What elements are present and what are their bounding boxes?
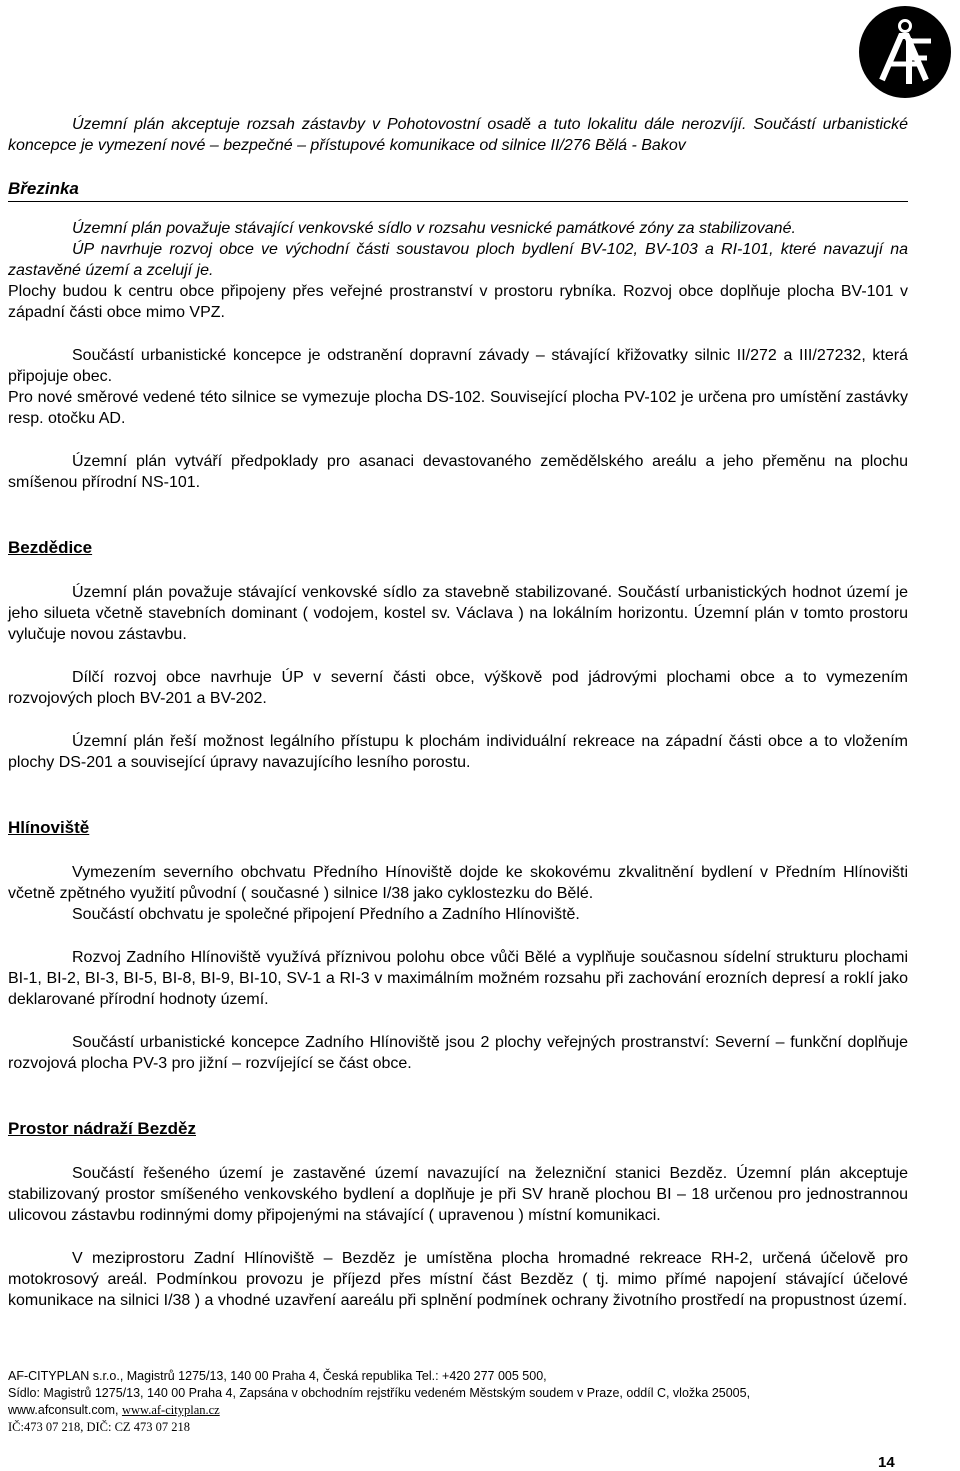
- brezinka-paragraph-2: ÚP navrhuje rozvoj obce ve východní části soustavou ploch bydlení BV-102, BV-103 a RI-101, které navazují na zastavěné území a zcelují je.: [8, 241, 908, 279]
- bezdedice-paragraph-1: Územní plán považuje stávající venkovské sídlo za stavebně stabilizované. Součástí urbanistických hodnot území je jeho silueta včetně stavebních dominant ( vodojem, kostel sv. Václava ) na lokálním horizontu. Územní plán v tomto prostoru vylučuje novou zástavbu.: [8, 584, 908, 643]
- brezinka-paragraph-3b: Pro nové směrové vedené této silnice se vymezuje plocha DS-102. Související plocha PV-102 je určena pro umístění zastávky resp. otočku AD.: [8, 389, 908, 427]
- brezinka-paragraph-4: Územní plán vytváří předpoklady pro asanaci devastovaného zemědělského areálu a jeho přeměnu na plochu smíšenou přírodní NS-101.: [8, 453, 908, 491]
- section-heading-brezinka: Březinka: [8, 178, 908, 202]
- brezinka-paragraph-2b: Plochy budou k centru obce připojeny přes veřejné prostranství v prostoru rybníka. Rozvoj obce doplňuje plocha BV-101 v západní části obce mimo VPZ.: [8, 283, 908, 321]
- nadrazi-paragraph-1: Součástí řešeného území je zastavěné území navazující na železniční stanici Bezděz. Územní plán akceptuje stabilizovaný prostor smíšeného venkovského bydlení a doplňuje je při SV hraně plochou BI – 18 určenou pro jednostrannou ulicovou zástavbu rodinnými domy připojenými na stávající ( upravenou ) místní komunikaci.: [8, 1165, 908, 1224]
- footer-line-3: [8, 1402, 908, 1419]
- section-heading-bezdedice: Bezdědice: [8, 538, 93, 557]
- brezinka-paragraph-1: Územní plán považuje stávající venkovské sídlo v rozsahu vesnické památkové zóny za stabilizované.: [72, 220, 796, 237]
- bezdedice-paragraph-2: Dílčí rozvoj obce navrhuje ÚP v severní části obce, výškově pod jádrovými plochami obce a to vymezením rozvojových ploch BV-201 a BV-202.: [8, 669, 908, 707]
- hlinoviste-paragraph-1: Vymezením severního obchvatu Předního Hínoviště dojde ke skokovému zkvalitnění bydlení v Předním Hlínovišti včetně zpětného využití původní ( současné ) silnice I/38 jako cyklostezku do Bělé.: [8, 864, 908, 902]
- intro-paragraph: Územní plán akceptuje rozsah zástavby v Pohotovostní osadě a tuto lokalitu dále nerozvíjí. Součástí urbanistické koncepce je vymezení nové – bezpečné – přístupové komunikace od silnice II/276 Bělá - Bakov: [8, 116, 908, 154]
- footer-line-2: Sídlo: Magistrů 1275/13, 140 00 Praha 4, Zapsána v obchodním rejstříku vedeném Městským soudem v Praze, oddíl C, vložka 25005,: [8, 1386, 751, 1400]
- af-logo-icon: [857, 4, 953, 100]
- hlinoviste-paragraph-3: Součástí urbanistické koncepce Zadního Hlínoviště jsou 2 plochy veřejných prostranství: Severní – funkční doplňuje rozvojová plocha PV-3 pro jižní – rozvíjející se část obce.: [8, 1034, 908, 1072]
- document-body: [8, 114, 908, 1311]
- section-heading-hlinoviste: Hlínoviště: [8, 818, 90, 837]
- bezdedice-paragraph-3: Územní plán řeší možnost legálního přístupu k plochám individuální rekreace na západní části obce a to vložením plochy DS-201 a související úpravy navazujícího lesního porostu.: [8, 733, 908, 771]
- brezinka-paragraph-3: Součástí urbanistické koncepce je odstranění dopravní závady – stávající křižovatky silnic II/272 a III/27232, která připojuje obec.: [8, 347, 908, 385]
- page-number: 14: [878, 1454, 895, 1471]
- nadrazi-paragraph-2: V meziprostoru Zadní Hlínoviště – Bezděz je umístěna plocha hromadné rekreace RH-2, určená účelově pro motokrosový areál. Podmínkou provozu je příjezd přes místní část Bezděz ( tj. mimo přímé napojení stávající účelové komunikace na silnici I/38 ) a vhodné uzavření aareálu při splnění podmínek ochrany životního prostředí na propustnost území.: [8, 1250, 908, 1309]
- footer-website-cityplan[interactable]: www.af-cityplan.cz: [121, 1403, 220, 1417]
- footer-website-afconsult[interactable]: www.afconsult.com,: [8, 1403, 119, 1417]
- hlinoviste-paragraph-1b: Součástí obchvatu je společné připojení Předního a Zadního Hlínoviště.: [72, 906, 580, 923]
- page-footer: [8, 1368, 908, 1436]
- hlinoviste-paragraph-2: Rozvoj Zadního Hlínoviště využívá příznivou polohu obce vůči Bělé a vyplňuje současnou sídelní strukturu plochami BI-1, BI-2, BI-3, BI-5, BI-8, BI-9, BI-10, SV-1 a RI-3 v maximálním možném rozsahu při zachování erozních depresí a roklí jako deklarované přírodní hodnoty území.: [8, 949, 908, 1008]
- section-heading-nadrazi: Prostor nádraží Bezděz: [8, 1119, 196, 1138]
- footer-line-1: AF-CITYPLAN s.r.o., Magistrů 1275/13, 140 00 Praha 4, Česká republika Tel.: +420 277 005 500,: [8, 1369, 547, 1383]
- footer-line-4: IČ:473 07 218, DIČ: CZ 473 07 218: [8, 1420, 190, 1434]
